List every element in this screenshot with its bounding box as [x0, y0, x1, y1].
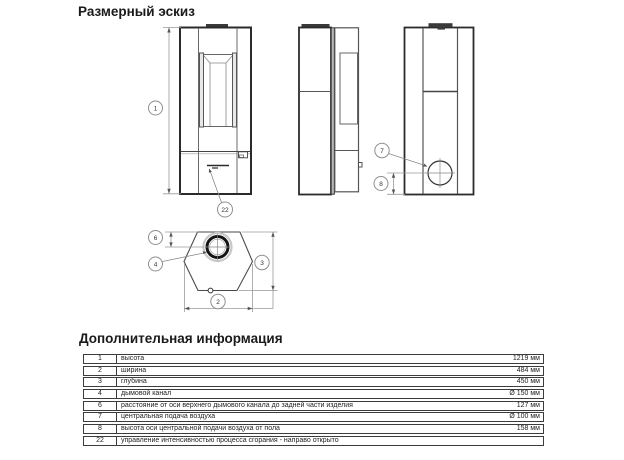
row-number: 6	[84, 402, 117, 410]
svg-text:3: 3	[260, 259, 264, 267]
svg-text:6: 6	[153, 234, 158, 242]
svg-text:2: 2	[216, 298, 220, 306]
callout-6	[149, 231, 163, 245]
side-window	[340, 53, 358, 124]
table-row	[83, 424, 544, 434]
row-number: 22	[84, 437, 117, 445]
row-description: дымовой канал	[121, 390, 172, 398]
side-view	[299, 24, 362, 195]
row-value: 127 мм	[516, 401, 540, 409]
table-row	[83, 401, 544, 411]
row-description: ширина	[121, 366, 147, 374]
row-number: 2	[84, 367, 117, 375]
sketch-section-title: Размерный эскиз	[78, 4, 195, 19]
svg-text:1: 1	[153, 105, 158, 113]
row-value: 484 мм	[516, 366, 540, 374]
window-strip-right	[233, 53, 237, 127]
row-number: 7	[84, 413, 117, 421]
callout-3	[255, 255, 269, 269]
row-description: управление интенсивностью процесса сгорания - направо открыто	[121, 436, 339, 444]
row-description: высота оси центральной подачи воздуха от пола	[121, 425, 280, 433]
table-row	[83, 354, 544, 364]
table-row	[83, 412, 544, 422]
row-number: 3	[84, 378, 117, 386]
window-strip-left	[200, 53, 204, 127]
table-row	[83, 436, 544, 446]
info-table	[83, 354, 544, 448]
info-section-title: Дополнительная информация	[79, 331, 283, 346]
row-description: расстояние от оси верхнего дымового канала до задней части изделия	[121, 401, 353, 409]
row-number: 1	[84, 355, 117, 363]
row-value: 450 мм	[516, 378, 540, 386]
row-value: Ø 150 мм	[509, 390, 540, 398]
svg-text:4: 4	[153, 261, 158, 269]
row-value: 1219 мм	[512, 355, 540, 362]
flue-outlet-circle	[204, 233, 232, 261]
svg-text:8: 8	[379, 180, 383, 188]
rear-view	[405, 23, 474, 194]
dimension-height	[163, 28, 181, 194]
callout-8	[374, 177, 388, 191]
row-value: Ø 100 мм	[509, 413, 540, 421]
table-row	[83, 366, 544, 376]
svg-text:7: 7	[380, 147, 384, 155]
row-description: высота	[121, 355, 145, 362]
top-view	[184, 232, 253, 293]
row-number: 4	[84, 390, 117, 398]
table-row	[83, 377, 544, 387]
svg-text:22: 22	[221, 206, 229, 214]
row-description: глубина	[121, 378, 147, 386]
row-value	[540, 437, 543, 445]
row-description: центральная подача воздуха	[121, 413, 216, 421]
table-row	[83, 389, 544, 399]
callout-2	[211, 294, 225, 308]
row-number: 8	[84, 425, 117, 433]
front-view	[180, 24, 251, 194]
callout-1	[149, 101, 163, 115]
row-value: 158 мм	[516, 425, 540, 433]
